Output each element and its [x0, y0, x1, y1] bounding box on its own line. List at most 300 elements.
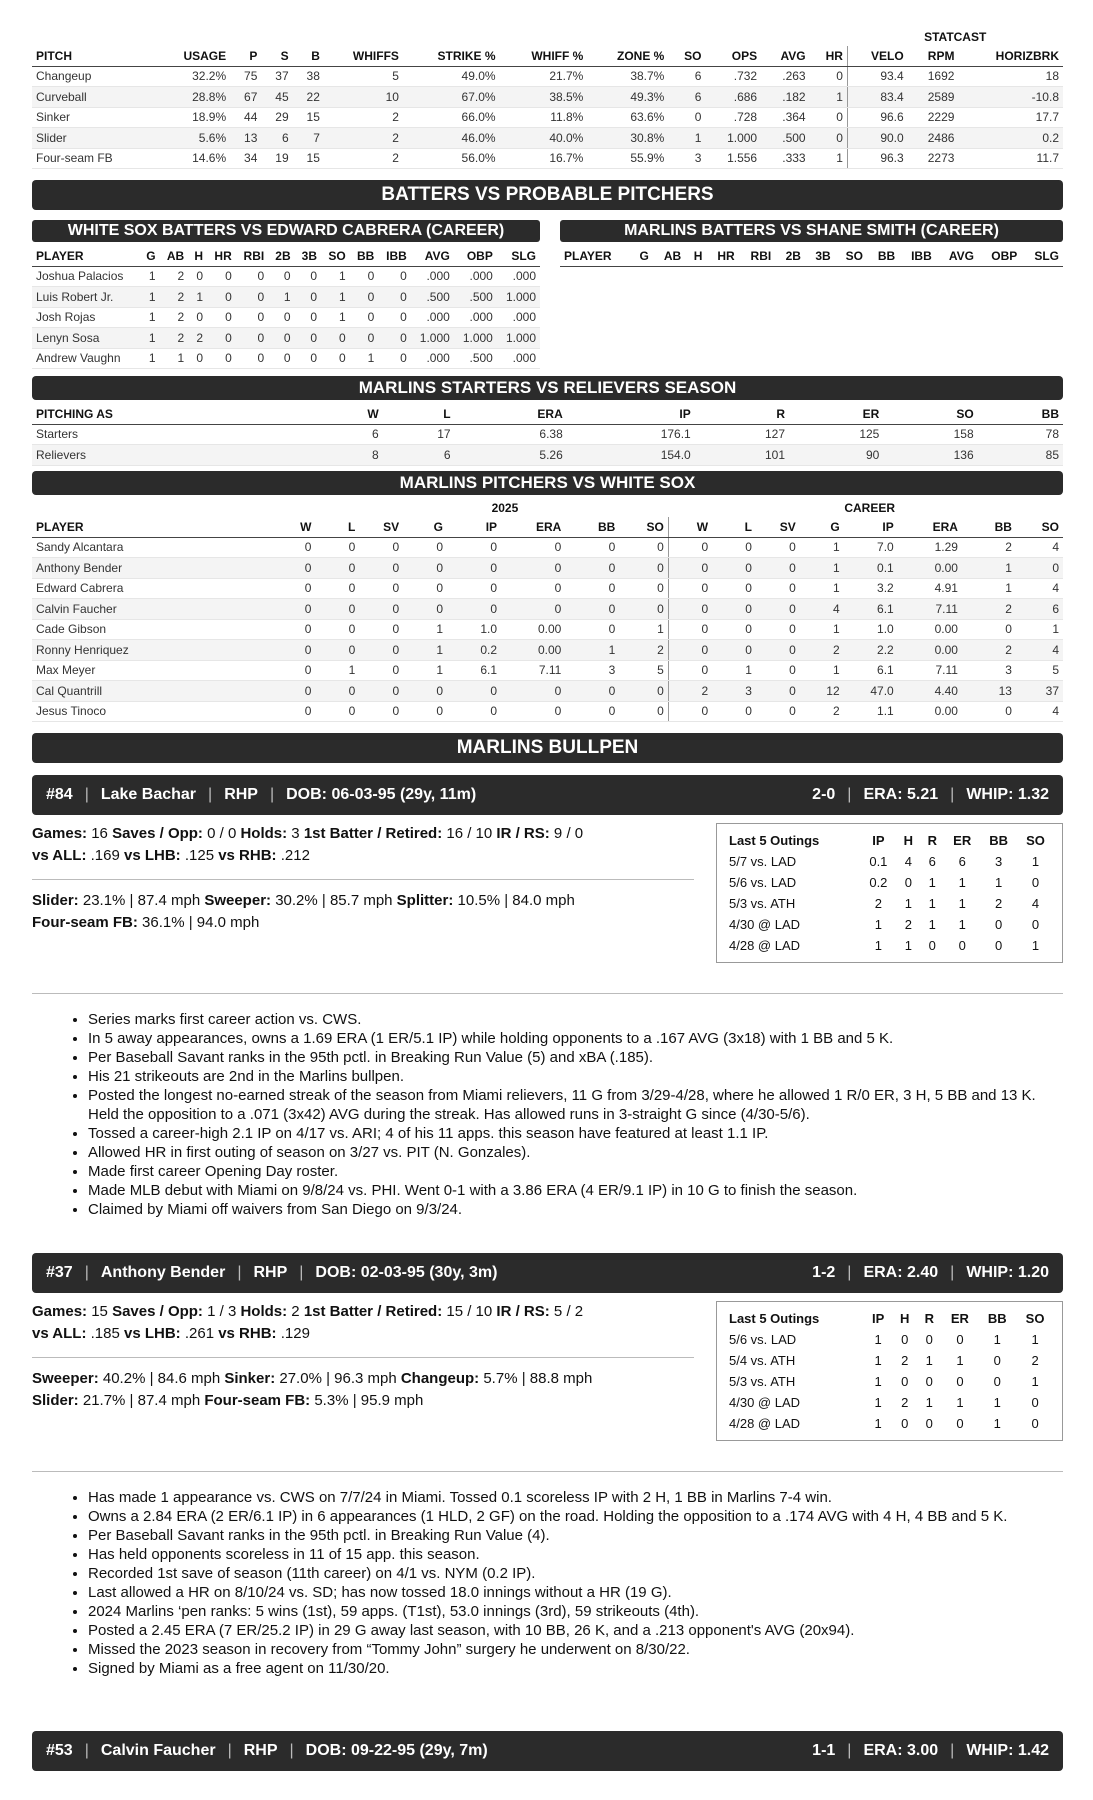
pitcher-name: Lake Bachar: [100, 786, 197, 803]
table-cell: 1.29: [898, 537, 962, 558]
table-cell: 3: [565, 660, 619, 681]
table-cell: 2.2: [844, 640, 898, 661]
table-cell: 0: [712, 578, 756, 599]
column-header: PLAYER: [32, 246, 140, 266]
table-cell: 0: [315, 701, 359, 722]
table-cell: 6.1: [844, 660, 898, 681]
table-cell: 0: [236, 348, 268, 369]
table-cell: 0: [321, 348, 350, 369]
table-cell: 0: [501, 599, 565, 620]
table-cell: 136: [883, 445, 977, 466]
column-header: ER: [953, 833, 972, 848]
table-cell: .732: [705, 66, 761, 87]
column-header: HR: [810, 46, 848, 66]
column-header: HORIZBRK: [958, 46, 1063, 66]
pitcher-number: #37: [46, 1264, 73, 1281]
table-cell: 0: [350, 266, 379, 287]
table-cell: 125: [789, 424, 883, 445]
table-cell: 1: [874, 1395, 882, 1410]
table-row: [32, 287, 540, 308]
note-item: • In 5 away appearances, owns a 1.69 ERA (1 ER/5.1 IP) while holding opponents to a .167 AVG (3x18) with 1 BB and 5 K.: [88, 1029, 1063, 1048]
bullpen-title: MARLINS BULLPEN: [32, 733, 1063, 763]
table-cell: 0: [756, 599, 800, 620]
table-cell: 1: [904, 938, 912, 953]
pitch-mix-section: [32, 28, 1063, 169]
table-cell: 5: [324, 66, 403, 87]
table-cell: 1: [993, 1332, 1001, 1347]
table-cell: Calvin Faucher: [32, 599, 272, 620]
table-cell: 0: [272, 701, 316, 722]
table-cell: 4: [1016, 578, 1063, 599]
table-cell: 83.4: [847, 87, 907, 108]
column-header: ERA: [455, 404, 567, 424]
pitcher-hand: RHP: [224, 786, 258, 803]
note-item: • Posted a 2.45 ERA (7 ER/25.2 IP) in 29 G away last season, with 10 BB, 26 K, and a .213 opponent's AVG (20x94).: [88, 1621, 1063, 1640]
table-cell: 0: [447, 537, 501, 558]
table-row: [32, 558, 1063, 579]
table-row: [32, 424, 1063, 445]
last-5-outings-table: [725, 830, 1054, 956]
table-cell: 46.0%: [403, 128, 500, 149]
column-header: RBI: [739, 246, 776, 266]
table-cell: 0: [403, 599, 447, 620]
note-item: • Made MLB debut with Miami on 9/8/24 vs. PHI. Went 0-1 with a 3.86 ERA (4 ER/9.1 IP) in 10 G to finish the season.: [88, 1181, 1063, 1200]
column-header: SV: [359, 517, 403, 537]
white-sox-batters-table: [32, 246, 540, 369]
column-header: STRIKE %: [403, 46, 500, 66]
table-cell: 0: [378, 328, 410, 349]
table-cell: 0: [928, 938, 936, 953]
table-cell: 0: [350, 307, 379, 328]
column-header: SO: [1025, 1311, 1045, 1326]
column-header: ERA: [501, 517, 565, 537]
table-cell: 1: [140, 348, 160, 369]
note-item: • Allowed HR in first outing of season on 3/27 vs. PIT (N. Gonzales).: [88, 1143, 1063, 1162]
table-cell: 1: [874, 1332, 882, 1347]
table-cell: 0: [668, 701, 712, 722]
table-cell: 0.00: [898, 619, 962, 640]
statcast-label: STATCAST: [924, 30, 987, 44]
table-cell: 2: [874, 896, 882, 911]
table-cell: 38: [293, 66, 324, 87]
column-header: VELO: [847, 46, 907, 66]
table-cell: 1: [928, 917, 936, 932]
column-header: SO: [619, 517, 668, 537]
table-cell: 5: [1016, 660, 1063, 681]
pitcher-hand: RHP: [243, 1742, 278, 1759]
table-cell: 101: [695, 445, 789, 466]
table-cell: .000: [497, 266, 540, 287]
table-cell: 5/6 vs. LAD: [729, 1332, 797, 1347]
table-cell: 0.1: [869, 854, 888, 869]
pitcher-notes: [32, 1488, 1063, 1678]
table-cell: 0: [295, 287, 321, 308]
table-cell: 0: [1031, 917, 1040, 932]
table-cell: 12: [800, 681, 844, 702]
table-cell: Ronny Henriquez: [32, 640, 272, 661]
pitcher-record: 1-2: [812, 1264, 836, 1281]
table-cell: 78: [978, 424, 1063, 445]
table-cell: Slider: [32, 128, 156, 149]
table-cell: 0: [236, 266, 268, 287]
column-header: G: [631, 246, 653, 266]
table-cell: 4.40: [898, 681, 962, 702]
table-cell: 90.0: [847, 128, 907, 149]
outing-row: [725, 1392, 1054, 1413]
column-header: H: [188, 246, 207, 266]
table-cell: 0: [359, 681, 403, 702]
table-cell: 3: [962, 660, 1016, 681]
table-cell: 0: [756, 660, 800, 681]
table-cell: 0: [668, 578, 712, 599]
pitcher-era: ERA: 3.00: [863, 1742, 939, 1759]
table-cell: 4/28 @ LAD: [729, 938, 801, 953]
table-cell: 16.7%: [500, 148, 588, 169]
column-header: H: [900, 1311, 910, 1326]
column-header: SO: [321, 246, 350, 266]
table-cell: 0: [378, 287, 410, 308]
table-cell: 1: [874, 1353, 882, 1368]
table-cell: 38.5%: [500, 87, 588, 108]
table-cell: 1.000: [705, 128, 761, 149]
pitch-mix-body: [32, 66, 1063, 169]
table-cell: Lenyn Sosa: [32, 328, 140, 349]
table-cell: 1: [810, 148, 848, 169]
table-cell: .333: [761, 148, 809, 169]
column-header: ERA: [898, 517, 962, 537]
table-cell: 0.00: [898, 701, 962, 722]
table-cell: 0: [359, 701, 403, 722]
table-cell: 0: [501, 558, 565, 579]
table-cell: 6: [928, 854, 936, 869]
pitcher-era: ERA: 5.21: [863, 786, 939, 803]
pitcher-record: 2-0: [812, 786, 836, 803]
last-5-outings-box: [716, 1301, 1063, 1441]
table-cell: 1.0: [447, 619, 501, 640]
table-cell: 2: [800, 640, 844, 661]
table-cell: 0.00: [898, 640, 962, 661]
column-header: IP: [844, 517, 898, 537]
table-cell: 1: [619, 619, 668, 640]
table-cell: 0: [403, 578, 447, 599]
table-cell: 4: [1031, 896, 1040, 911]
table-cell: Jesus Tinoco: [32, 701, 272, 722]
table-cell: Sandy Alcantara: [32, 537, 272, 558]
column-header: G: [800, 517, 844, 537]
table-cell: 0: [756, 681, 800, 702]
table-cell: Sinker: [32, 107, 156, 128]
table-cell: 1: [188, 287, 207, 308]
table-cell: 0: [188, 348, 207, 369]
pitcher-whip: WHIP: 1.42: [966, 1742, 1049, 1759]
table-cell: 0: [315, 578, 359, 599]
table-cell: 13: [230, 128, 261, 149]
table-cell: 0: [901, 1332, 909, 1347]
table-cell: Max Meyer: [32, 660, 272, 681]
table-cell: 0: [712, 701, 756, 722]
table-cell: 0: [901, 1416, 909, 1431]
table-cell: 1.000: [454, 328, 497, 349]
table-cell: 85: [978, 445, 1063, 466]
column-header: P: [230, 46, 261, 66]
table-cell: 6.1: [844, 599, 898, 620]
column-header: AVG: [936, 246, 978, 266]
table-cell: 0: [501, 681, 565, 702]
table-cell: 0: [712, 619, 756, 640]
table-cell: 67.0%: [403, 87, 500, 108]
table-cell: 1: [800, 578, 844, 599]
table-cell: 0: [565, 619, 619, 640]
table-cell: 1: [956, 1353, 964, 1368]
table-cell: 1: [993, 1416, 1001, 1431]
table-cell: 5/3 vs. ATH: [729, 896, 796, 911]
column-header: L: [712, 517, 756, 537]
table-cell: 34: [230, 148, 261, 169]
table-cell: 0: [350, 287, 379, 308]
column-header: PLAYER: [560, 246, 631, 266]
table-cell: 0: [207, 348, 236, 369]
pitcher-name: Calvin Faucher: [100, 1742, 216, 1759]
table-cell: 0.2: [447, 640, 501, 661]
column-header: SO: [1016, 517, 1063, 537]
table-cell: 4: [904, 854, 912, 869]
table-cell: 4: [1016, 537, 1063, 558]
table-cell: 0: [756, 537, 800, 558]
table-cell: .364: [761, 107, 809, 128]
table-cell: .000: [411, 266, 454, 287]
table-cell: 1: [268, 287, 294, 308]
column-header: IBB: [899, 246, 936, 266]
table-row: [32, 619, 1063, 640]
column-header: 3B: [805, 246, 835, 266]
table-cell: 0: [668, 537, 712, 558]
outing-row: [725, 872, 1054, 893]
table-cell: 0: [994, 938, 1003, 953]
table-cell: 2: [962, 537, 1016, 558]
column-header: WHIFFS: [324, 46, 403, 66]
table-cell: 0: [565, 537, 619, 558]
table-cell: .000: [454, 266, 497, 287]
column-header: PITCHING AS: [32, 404, 318, 424]
table-cell: 0: [295, 307, 321, 328]
splits-line: vs ALL: .169 vs LHB: .125 vs RHB: .212: [32, 847, 310, 864]
table-cell: 0: [378, 307, 410, 328]
table-cell: 2: [901, 1395, 909, 1410]
table-cell: 0: [993, 1374, 1001, 1389]
table-cell: 1: [403, 640, 447, 661]
table-cell: 14.6%: [156, 148, 230, 169]
outing-row: [725, 893, 1054, 914]
table-cell: .500: [761, 128, 809, 149]
table-cell: 0: [359, 640, 403, 661]
note-item: • Last allowed a HR on 8/10/24 vs. SD; has now tossed 18.0 innings without a HR (19 G).: [88, 1583, 1063, 1602]
table-cell: 0: [810, 107, 848, 128]
table-cell: 5/3 vs. ATH: [729, 1374, 796, 1389]
table-cell: 29: [261, 107, 292, 128]
table-cell: 18.9%: [156, 107, 230, 128]
table-cell: Starters: [32, 424, 318, 445]
table-cell: 0: [925, 1374, 933, 1389]
table-cell: 0: [756, 701, 800, 722]
table-cell: 0.1: [844, 558, 898, 579]
table-cell: 0: [712, 537, 756, 558]
table-cell: 6: [668, 87, 705, 108]
table-cell: 6: [1016, 599, 1063, 620]
table-cell: 1.556: [705, 148, 761, 169]
table-cell: 66.0%: [403, 107, 500, 128]
pitcher-notes: [32, 1010, 1063, 1219]
column-header: SLG: [497, 246, 540, 266]
table-cell: 63.6%: [587, 107, 668, 128]
column-header: R: [695, 404, 789, 424]
table-cell: 0: [962, 701, 1016, 722]
pitchers-vs-team-section: [32, 499, 1063, 722]
table-cell: 0: [350, 328, 379, 349]
pitchers-vs-team-table: [32, 499, 1063, 722]
column-header: USAGE: [156, 46, 230, 66]
table-cell: 1: [800, 558, 844, 579]
pitch-mix-header: [32, 46, 1063, 66]
table-cell: 2: [324, 128, 403, 149]
pitcher-whip: WHIP: 1.20: [966, 1264, 1049, 1281]
starters-vs-relievers-title: MARLINS STARTERS VS RELIEVERS SEASON: [32, 376, 1063, 400]
table-cell: 3: [668, 148, 705, 169]
table-cell: 0: [712, 599, 756, 620]
table-cell: 0: [756, 640, 800, 661]
table-cell: 6: [668, 66, 705, 87]
column-header: SO: [835, 246, 867, 266]
table-cell: 0: [236, 328, 268, 349]
table-cell: 1: [810, 87, 848, 108]
table-cell: 1: [874, 917, 882, 932]
column-header: L: [315, 517, 359, 537]
table-cell: 0: [403, 537, 447, 558]
table-cell: 0: [668, 640, 712, 661]
column-header: AB: [653, 246, 685, 266]
table-cell: 176.1: [567, 424, 695, 445]
table-cell: 0: [359, 537, 403, 558]
table-cell: 1: [958, 917, 966, 932]
column-header: ER: [789, 404, 883, 424]
column-header: Last 5 Outings: [729, 833, 820, 848]
table-cell: 1: [1031, 854, 1040, 869]
splits-line: vs ALL: .185 vs LHB: .261 vs RHB: .129: [32, 1325, 310, 1342]
table-cell: 67: [230, 87, 261, 108]
table-cell: 0: [565, 701, 619, 722]
table-cell: 7.0: [844, 537, 898, 558]
table-cell: Curveball: [32, 87, 156, 108]
table-cell: Josh Rojas: [32, 307, 140, 328]
table-cell: .000: [454, 307, 497, 328]
table-cell: .000: [411, 348, 454, 369]
table-cell: 0: [619, 599, 668, 620]
table-cell: 2: [188, 328, 207, 349]
table-cell: 1: [1031, 1332, 1039, 1347]
table-cell: 1: [1031, 938, 1040, 953]
table-cell: 0: [359, 660, 403, 681]
table-cell: 1692: [908, 66, 959, 87]
table-cell: 0.00: [501, 640, 565, 661]
table-cell: 1: [874, 1416, 882, 1431]
table-cell: 1: [800, 660, 844, 681]
table-cell: 0: [668, 619, 712, 640]
table-cell: 56.0%: [403, 148, 500, 169]
note-item: • Recorded 1st save of season (11th career) on 4/1 vs. NYM (0.2 IP).: [88, 1564, 1063, 1583]
table-cell: 0: [447, 599, 501, 620]
column-header: 2B: [775, 246, 805, 266]
table-cell: 5: [619, 660, 668, 681]
table-cell: 1: [1016, 619, 1063, 640]
table-cell: 4/30 @ LAD: [729, 917, 801, 932]
table-cell: 0: [378, 266, 410, 287]
table-cell: 0: [272, 619, 316, 640]
table-cell: 0.2: [869, 875, 888, 890]
table-cell: 0: [756, 558, 800, 579]
table-cell: 5/6 vs. LAD: [729, 875, 797, 890]
table-cell: 90: [789, 445, 883, 466]
table-cell: 0: [207, 266, 236, 287]
pitcher-dob: DOB: 09-22-95 (29y, 7m): [305, 1742, 488, 1759]
pitch-mix-table: [32, 28, 1063, 169]
table-row: [32, 599, 1063, 620]
column-header: WHIFF %: [500, 46, 588, 66]
table-cell: 1: [403, 619, 447, 640]
table-cell: Changeup: [32, 66, 156, 87]
table-cell: 0: [272, 599, 316, 620]
table-cell: 0: [712, 640, 756, 661]
table-cell: 6: [958, 854, 966, 869]
table-cell: 4/30 @ LAD: [729, 1395, 801, 1410]
pitcher-bar: #37 | Anthony Bender | RHP | DOB: 02-03-95 (30y, 3m) 1-2 | ERA: 2.40 | WHIP: 1.20: [32, 1253, 1063, 1293]
table-cell: 158: [883, 424, 977, 445]
note-item: • Posted the longest no-earned streak of the season from Miami relievers, 11 G from 3/29-4/28, where he allowed 1 R/0 ER, 3 H, 5 BB and 13 K. Held the opposition to a .071 (3x42) AVG during the streak. Has allowed runs in 3-straight G since (4/30-5/6).: [88, 1086, 1063, 1124]
table-cell: 0: [619, 701, 668, 722]
table-cell: 1: [925, 1353, 933, 1368]
table-cell: 55.9%: [587, 148, 668, 169]
table-cell: 2: [324, 148, 403, 169]
table-cell: 2: [901, 1353, 909, 1368]
table-cell: 0: [315, 537, 359, 558]
column-header: BB: [350, 246, 379, 266]
table-cell: 1: [962, 558, 1016, 579]
column-header: ER: [950, 1311, 969, 1326]
table-cell: 0: [565, 578, 619, 599]
table-cell: 0.2: [958, 128, 1063, 149]
table-cell: 0: [447, 578, 501, 599]
table-cell: 2589: [908, 87, 959, 108]
column-header: OBP: [454, 246, 497, 266]
column-header: AVG: [411, 246, 454, 266]
table-cell: 1: [962, 578, 1016, 599]
table-cell: 0: [925, 1332, 933, 1347]
table-cell: 49.0%: [403, 66, 500, 87]
table-cell: 1: [994, 875, 1003, 890]
table-cell: 1: [958, 896, 966, 911]
table-row: [32, 266, 540, 287]
note-item: • Owns a 2.84 ERA (2 ER/6.1 IP) in 6 appearances (1 HLD, 2 GF) on the road. Holding the opposition to a .174 AVG with 4 H, 4 BB and 5 K.: [88, 1507, 1063, 1526]
table-row: [32, 660, 1063, 681]
table-cell: Four-seam FB: [32, 148, 156, 169]
table-row: [32, 348, 540, 369]
table-cell: Andrew Vaughn: [32, 348, 140, 369]
table-cell: 15: [293, 148, 324, 169]
table-cell: 7.11: [898, 660, 962, 681]
table-cell: 0: [268, 328, 294, 349]
table-cell: 1: [800, 537, 844, 558]
pitcher-summary: [32, 1301, 694, 1412]
column-header: BB: [978, 404, 1063, 424]
column-header: PLAYER: [32, 517, 272, 537]
